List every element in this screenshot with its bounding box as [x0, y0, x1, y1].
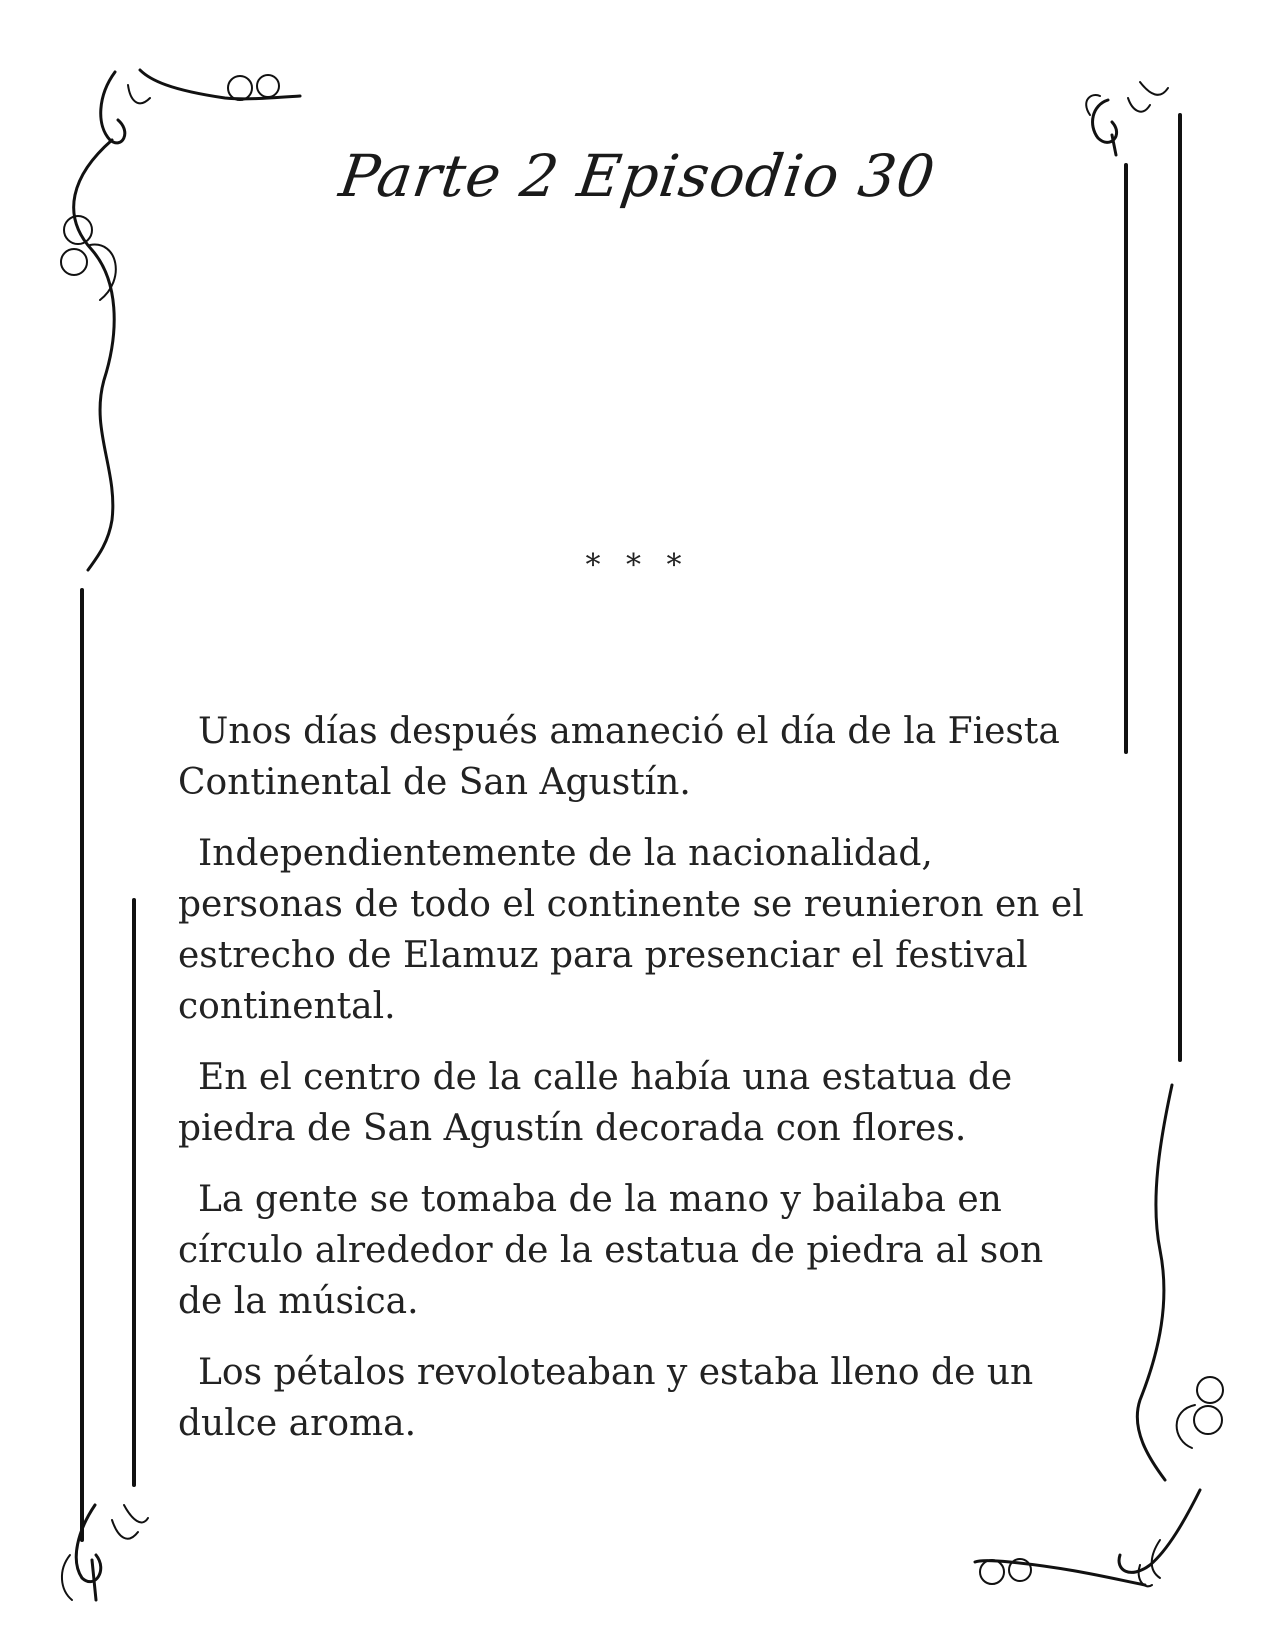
chapter-body	[178, 706, 1093, 1469]
paragraph: Los pétalos revoloteaban y estaba lleno de un dulce aroma.	[178, 1352, 1034, 1444]
chapter-title: Parte 2 Episodio 30	[335, 142, 940, 210]
section-separator: * * *	[585, 548, 690, 583]
paragraph: En el centro de la calle había una estatua de piedra de San Agustín decorada con flores.	[178, 1057, 1013, 1149]
bottom-left-flourish-icon	[62, 1505, 148, 1600]
paragraph: Independientemente de la nacionalidad, personas de todo el continente se reunieron en el estrecho de Elamuz para presenciar el festival continental.	[178, 833, 1084, 1027]
paragraph: La gente se tomaba de la mano y bailaba en círculo alrededor de la estatua de piedra al son de la música.	[178, 1179, 1044, 1322]
paragraph: Unos días después amaneció el día de la Fiesta Continental de San Agustín.	[178, 711, 1060, 803]
